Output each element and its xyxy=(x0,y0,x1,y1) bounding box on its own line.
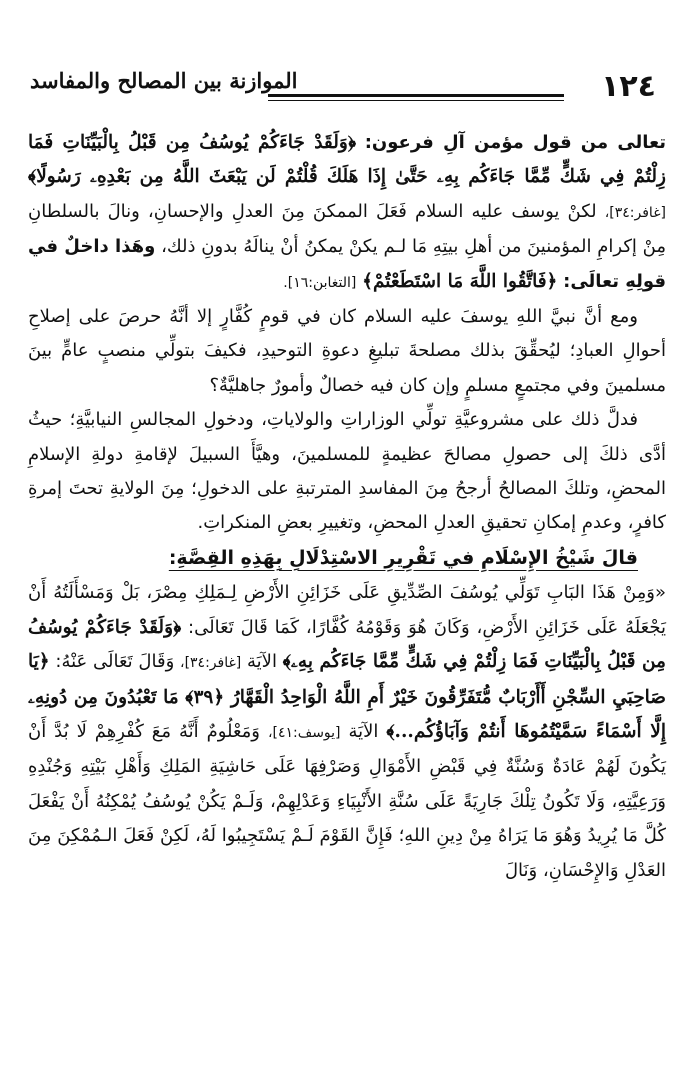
header-rule xyxy=(268,94,564,97)
verse-reference: [يوسف:٤١]، xyxy=(267,724,341,741)
paragraph-3: فدلَّ ذلك على مشروعيَّةِ تولِّي الوزاراتِ والولاياتِ، ودخولِ المجالسِ النيابيَّةِ؛ حيثُ أدَّى ذلكَ إلى حصولِ مصالحَ عظيمةٍ للمسلمينَ، وهيَّأَ السبيلَ لإقامةِ دولةِ الإسلامِ المحضِ، وتلكَ المصالحُ أرجحُ مِنَ المفاسدِ المترتبةِ على الدخولِ؛ مِنَ الولايةِ تحتَ إمرةِ كافرٍ، وعدمِ إمكانِ تحقيقِ العدلِ المحضِ، وتغييرِ بعضِ المنكراتِ. xyxy=(28,409,666,534)
verse-tail: الآيَة xyxy=(348,720,379,742)
verse-reference: [غافر:٣٤]، xyxy=(180,655,242,672)
quran-verse: ﴿وَلَقَدْ جَاءَكُمْ يُوسُفُ مِن قَبْلُ بِالْبَيِّنَاتِ فَمَا زِلْتُمْ فِي شَكٍّ مِّمَّا جَاءَكُم بِهِۦ﴾ xyxy=(28,616,666,673)
header-rule-thin xyxy=(268,100,564,101)
verse-reference: [غافر:٣٤]، xyxy=(604,204,666,221)
paragraph-1-bold-tail: وهَذا داخلٌ في قولِهِ تعالَى: xyxy=(28,236,666,292)
paragraph-1 xyxy=(28,126,666,300)
page-body xyxy=(28,126,666,888)
quotation-text-3: وَمَعْلُومٌ أَنَّهُ مَعَ كُفْرِهِمْ لَا بُدَّ أَنْ يَكُونَ لَهُمْ عَادَةٌ وَسُنَّةٌ فِي قَبْضِ الأَمْوَالِ وَصَرْفِهَا عَلَى حَاشِيَةِ المَلِكِ وَأَهْلِ بَيْتِهِ وَجُنْدِهِ وَرَعِيَّتِهِ، وَلَا تَكُونُ تِلْكَ جَارِيَةً عَلَى سُنَّةِ الأَنْبِيَاءِ وَعَدْلِهِمْ، وَلَـمْ يَكُنْ يُوسُفُ يُمْكِنُهُ أَنْ يَفْعَلَ كُلَّ مَا يُرِيدُ وَهُوَ مَا يَرَاهُ مِنْ دِينِ اللهِ؛ فَإِنَّ القَوْمَ لَـمْ يَسْتَجِيبُوا لَهُ، لَكِنْ فَعَلَ الـمُمْكِنَ مِنَ العَدْلِ وَالإِحْسَانِ، وَنَالَ xyxy=(28,720,666,881)
quran-verse: ﴿وَلَقَدْ جَاءَكُمْ يُوسُفُ مِن قَبْلُ بِالْبَيِّنَاتِ فَمَا زِلْتُمْ فِي شَكٍّ مِّمَّا جَاءَكُم بِهِۦ حَتَّىٰ إِذَا هَلَكَ قُلْتُمْ لَن يَبْعَثَ اللَّهُ مِن بَعْدِهِۦ رَسُولًا﴾ xyxy=(28,132,666,188)
running-title: الموازنة بين المصالح والمفاسد xyxy=(30,68,298,93)
verse-tail: الآيَة xyxy=(247,651,277,673)
page-header xyxy=(30,58,666,108)
quotation-text-1: «وَمِنْ هَذَا البَابِ تَوَلِّي يُوسُفَ الصِّدِّيقِ عَلَى خَزَائِنِ الأَرْضِ لِـمَلِكِ مِصْرَ، بَلْ وَمَسْأَلَتُهُ أَنْ يَجْعَلَهُ عَلَى خَزَائِنِ الأَرْضِ، وَكَانَ هُوَ وَقَوْمُهُ كُفَّارًا، كَمَا قَالَ تَعَالَى: xyxy=(28,582,666,638)
paragraph-1-lead: تعالى من قول مؤمن آلِ فرعون: xyxy=(364,132,666,153)
quran-verse: ﴿يَا صَاحِبَيِ السِّجْنِ أَأَرْبَابٌ مُّتَفَرِّقُونَ خَيْرٌ أَمِ اللَّهُ الْوَاحِدُ الْقَهَّارُ ﴿٣٩﴾ مَا تَعْبُدُونَ مِن دُونِهِۦ إِلَّا أَسْمَاءً سَمَّيْتُمُوهَا أَنتُمْ وَآبَاؤُكُم...﴾ xyxy=(28,651,666,742)
section-heading-text: قالَ شَيْخُ الإِسْلَامِ في تَقْرِيرِ الاسْتِدْلَالِ بِهَذِهِ القِصَّةِ: xyxy=(168,546,638,569)
paragraph-2: ومع أنَّ نبيَّ اللهِ يوسفَ عليه السلام كان في قومٍ كُفَّارٍ إلا أنَّهُ حرصَ على إصلاحِ أحوالِ العبادِ؛ ليُحقِّقَ بذلك مصلحةَ تبليغِ دعوةِ التوحيدِ، فكيفَ بتولِّي منصبٍ عامٍّ بينَ مسلمينَ وفي مجتمعٍ مسلمٍ وإن كان فيه خصالٌ وأمورٌ جاهليَّةٌ؟ xyxy=(28,306,666,396)
paragraph-1-text: لكنْ يوسف عليه السلام فَعَلَ الممكنَ مِنَ العدلِ والإحسانِ، ونالَ بالسلطانِ مِنْ إكرامِ المؤمنينَ من أهلِ بيتِهِ مَا لـم يكنْ يمكنُ أنْ ينالَهُ بدونِ ذلك، xyxy=(28,200,666,258)
verse-reference: [التغابن:١٦]. xyxy=(283,274,357,291)
quran-verse: ﴿فَاتَّقُوا اللَّهَ مَا اسْتَطَعْتُمْ﴾ xyxy=(362,270,558,292)
page-number: ١٢٤ xyxy=(601,69,656,104)
quotation-paragraph xyxy=(28,576,666,888)
section-heading xyxy=(28,541,666,576)
quotation-text-2: وَقَالَ تَعَالَى عَنْهُ: xyxy=(55,651,175,673)
